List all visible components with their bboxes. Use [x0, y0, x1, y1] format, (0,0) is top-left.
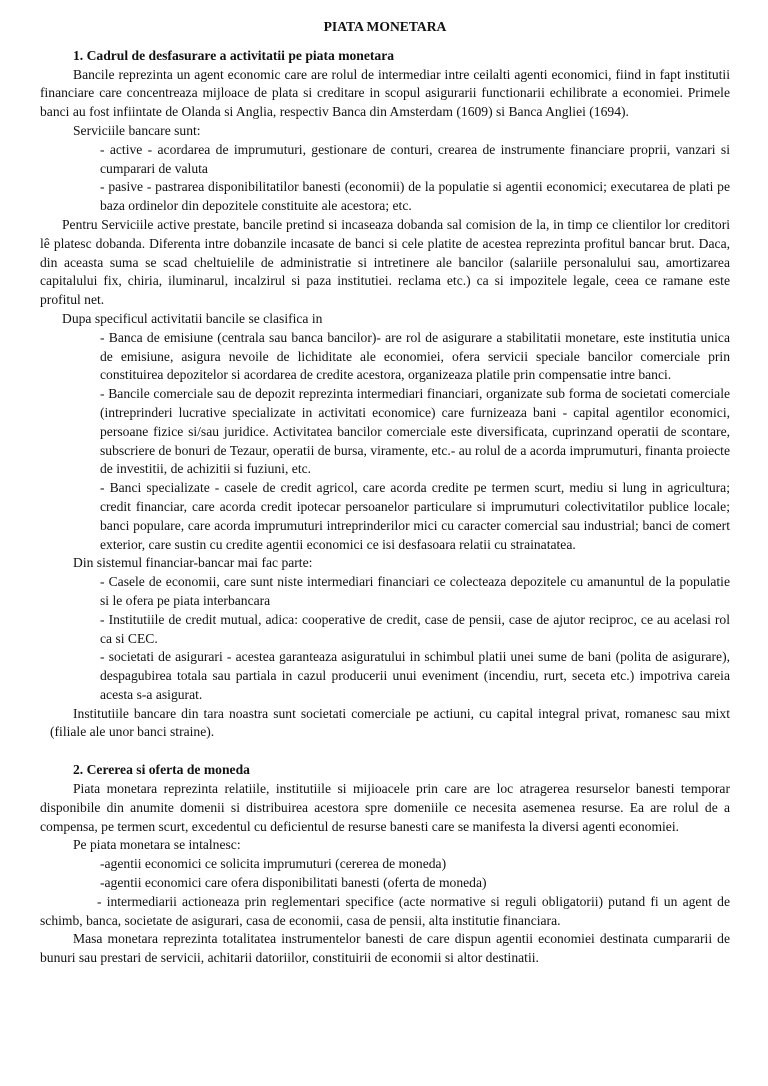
- list-intro: Din sistemul financiar-bancar mai fac parte:: [73, 555, 313, 571]
- list-intro: Dupa specificul activitatii bancile se clasifica in: [62, 310, 323, 326]
- list-item: - Casele de economii, care sunt niste intermediari financiari ce colecteaza depozitele cu amanuntul de la populatie si le ofera pe piata interbancara: [100, 574, 730, 608]
- list-intro: Pe piata monetara se intalnesc:: [73, 837, 241, 853]
- list-item: - Bancile comerciale sau de depozit reprezinta intermediari financiari, organizate sub forma de societati comerciale (intreprinderi lucrative specializate in activitati economice) care furnizeaza bani - capital agentilor economici, persoane fizice si/sau juridice. Activitatea bancilor comerciale este diversificata, cuprinzand operatii de scontare, subscriere de bonuri de Tezaur, operatii de bursa, viramente, etc.- au rolul de a acorda imprumuturi, finanta proiecte de investitii, de achizitii si fuziuni, etc.: [100, 386, 730, 477]
- list-item: -agentii economici ce solicita imprumuturi (cererea de moneda): [100, 856, 447, 872]
- list-item: - active - acordarea de imprumuturi, gestionare de conturi, crearea de instrumente financiare proprii, vanzari si cumparari de valuta: [100, 141, 730, 176]
- section-2-heading: 2. Cererea si oferta de moneda: [73, 762, 250, 778]
- list-item: - Institutiile de credit mutual, adica: cooperative de credit, case de pensii, case de ajutor reciproc, ce au acelasi rol ca si CEC.: [100, 611, 730, 646]
- paragraph: Pentru Serviciile active prestate, bancile pretind si incaseaza dobanda sal comision de la, in timp ce clientilor lor creditori lê platesc dobanda. Diferenta intre dobanzile incasate de banci si cele platite de acestea reprezinta profitul bancar brut. Daca, din aceasta suma se scad cheltuielile de administratie si intretinere ale bancilor (salariile personalului sau, amortizarea capitalului fix, chiria, iluminarul, incalzirul si paza institutiei. reclama etc.) ca si impozitele legale, ceea ce ramane este profitul net.: [40, 216, 730, 308]
- paragraph: Masa monetara reprezinta totalitatea instrumentelor banesti de care dispun agentii economiei destinata cumpararii de bunuri sau prestari de servicii, achitarii datoriilor, constituirii de economii si altor destinatii.: [40, 931, 730, 966]
- list-intro: Serviciile bancare sunt:: [73, 122, 201, 138]
- list-item: - Banca de emisiune (centrala sau banca bancilor)- are rol de asigurare a stabilitatii monetare, este institutia unica de emisiune, asigura nevoile de lichiditate ale economiei, ofera servicii speciale bancilor comerciale prin constituirea depozitelor si acordarea de credite acestora, organizeaza platile prin compensatie intre banci.: [100, 329, 730, 383]
- paragraph: Institutiile bancare din tara noastra sunt societati comerciale pe actiuni, cu capital integral privat, romanesc sau mixt (filiale ale unor banci straine).: [50, 705, 730, 740]
- section-1-heading: 1. Cadrul de desfasurare a activitatii pe piata monetara: [73, 47, 395, 63]
- page-title: PIATA MONETARA: [323, 19, 447, 34]
- list-item: - intermediarii actioneaza prin reglementari specifice (acte normative si reguli obligatorii) putand fi un agent de schimb, banca, societate de asigurari, casa de economii, casa de pensii, alta institutie financiara.: [40, 893, 730, 928]
- list-item: - Banci specializate - casele de credit agricol, care acorda credite pe termen scurt, mediu si lung in agricultura; credit financiar, care acorda credit ipotecar persoanelor particulare si imprumuturi colectivitatilor publice locale; banci populare, care acorda imprumuturi intreprinderilor mici cu caracter comercial sau industrial; banci de comert exterior, care sustin cu credite agentii economici ce isi desfasoara relatii cu strainatatea.: [100, 480, 730, 552]
- list-item: - societati de asigurari - acestea garanteaza asiguratului in schimbul platii unei sume de bani (polita de asigurare), despagubirea totala sau partiala in cazul producerii unui eveniment (incendiu, rurt, seceta etc.) impotriva careia acesta s-a asigurat.: [100, 649, 730, 702]
- paragraph: Piata monetara reprezinta relatiile, institutiile si mijioacele prin care are loc atragerea resurselor banesti temporar disponibile din anumite domenii si distribuirea acestora spre domeniile ce necesita asemenea resurse. Ea are rolul de a compensa, pe termen scurt, excedentul cu deficientul de resurse banesti care se manifesta la diversi agenti economiei.: [40, 781, 730, 834]
- list-item: - pasive - pastrarea disponibilitatilor banesti (economii) de la populatie si agentii economici; executarea de plati pe baza ordinelor din depozitele constituite ale acestora; etc.: [100, 179, 730, 214]
- paragraph: Bancile reprezinta un agent economic care are rolul de intermediar intre ceilalti agenti economici, fiind in fapt institutii financiare care concentreaza mijloace de plata si creditare in scopul asigurarii functionarii echilibrate a economiei. Primele banci au fost infiintate de Olanda si Anglia, respectiv Banca din Amsterdam (1609) si Banca Angliei (1694).: [40, 66, 730, 120]
- list-item: -agentii economici care ofera disponibilitati banesti (oferta de moneda): [100, 875, 487, 891]
